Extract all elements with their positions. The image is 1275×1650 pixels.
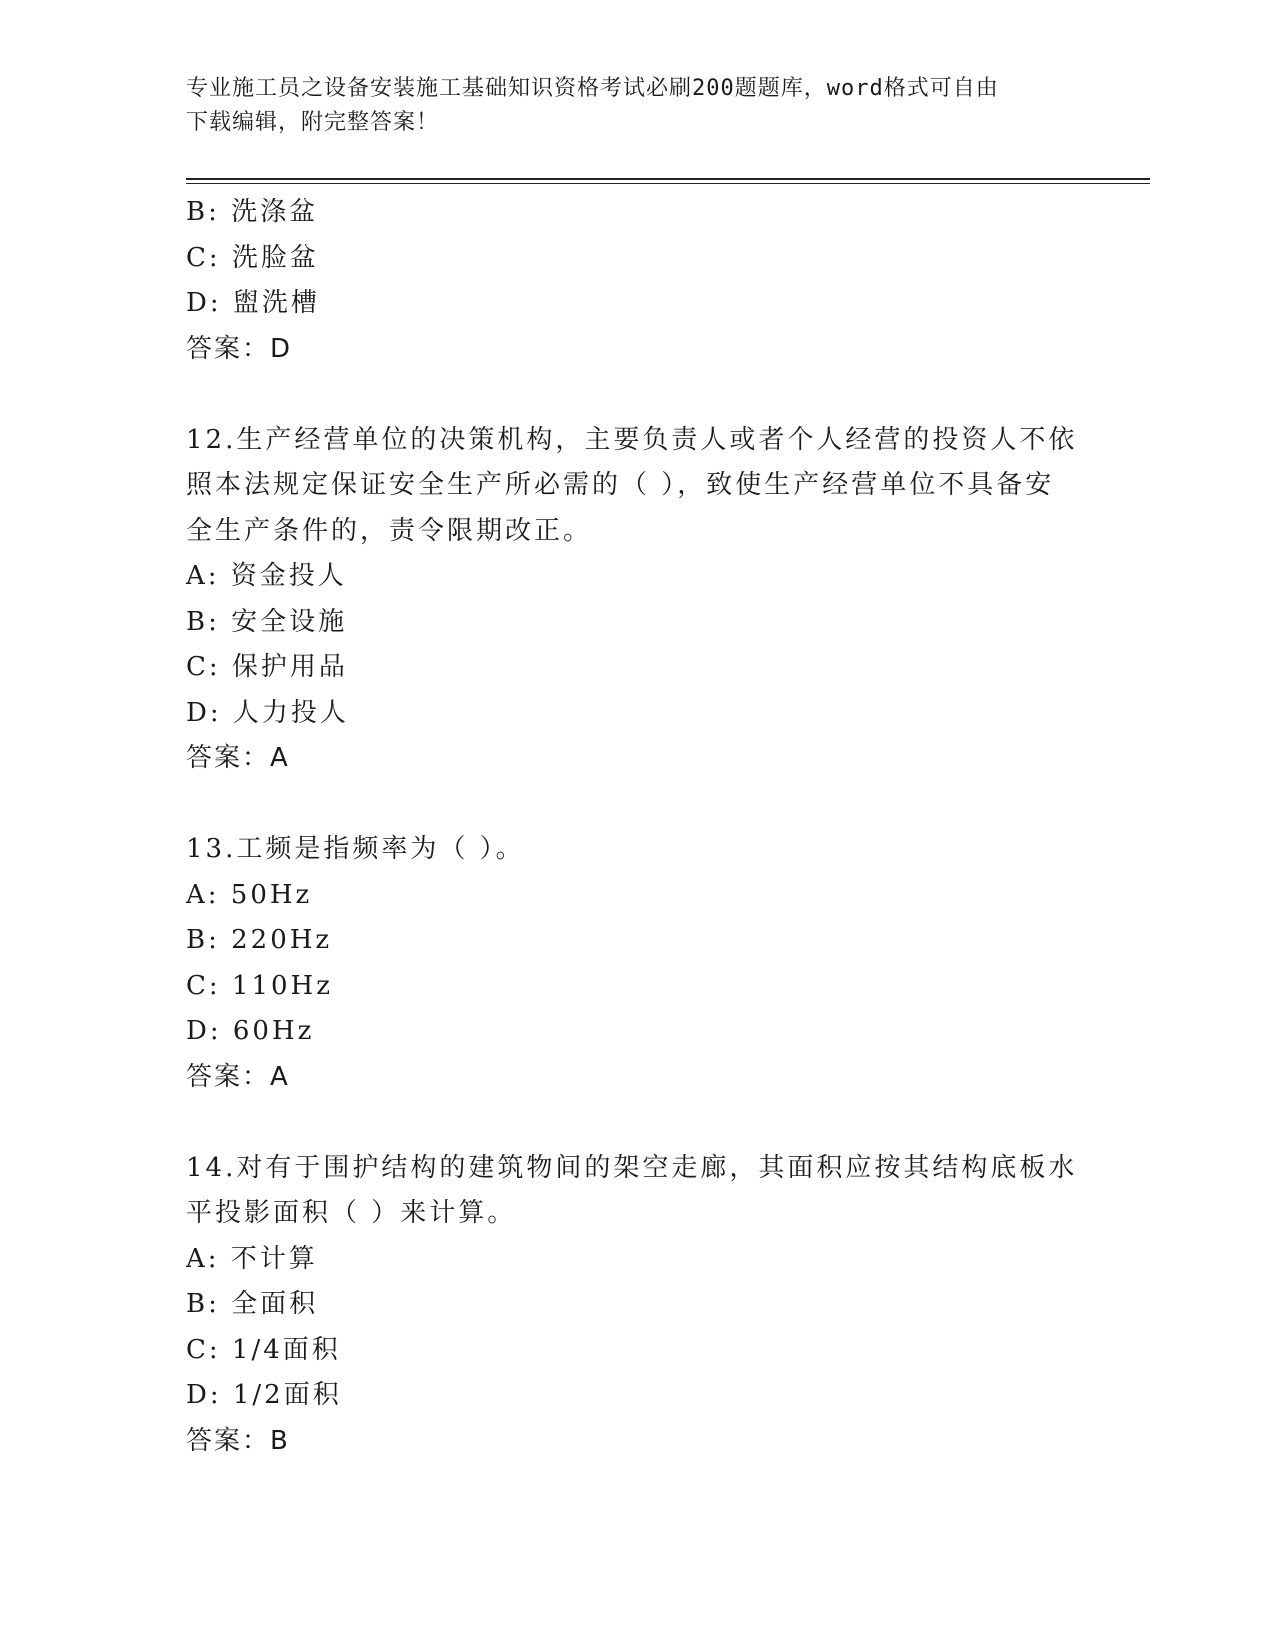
header-divider-thin xyxy=(186,183,1150,184)
option-b: B: 安全设施 xyxy=(186,606,348,637)
option-d: D: 1/2面积 xyxy=(186,1380,342,1410)
spacer xyxy=(186,1100,1086,1146)
option-c: C: 洗脸盆 xyxy=(186,242,319,273)
option-b: B: 洗涤盆 xyxy=(186,197,319,227)
question-block-14 xyxy=(186,1146,1086,1465)
option-b: B: 220Hz xyxy=(186,925,333,955)
option-a: A: 50Hz xyxy=(186,879,313,910)
document-header xyxy=(186,72,1066,140)
answer-line: 答案：A xyxy=(186,1061,290,1092)
question-text-line: 全生产条件的，责令限期改正。 xyxy=(186,515,593,546)
question-text-line: 平投影面积（ ）来计算。 xyxy=(186,1198,517,1228)
question-text-line: 照本法规定保证安全生产所必需的（ ），致使生产经营单位不具备安 xyxy=(186,470,1055,500)
spacer xyxy=(186,372,1086,418)
option-a: A: 资金投人 xyxy=(186,561,347,591)
answer-line: 答案：A xyxy=(186,743,290,773)
option-a: A: 不计算 xyxy=(186,1243,318,1274)
option-d: D: 人力投人 xyxy=(186,697,349,728)
question-text-line: 12.生产经营单位的决策机构，主要负责人或者个人经营的投资人不依 xyxy=(186,424,1078,455)
answer-line: 答案：B xyxy=(186,1425,290,1456)
option-b: B: 全面积 xyxy=(186,1289,319,1319)
option-d: D: 60Hz xyxy=(186,1016,315,1046)
option-c: C: 1/4面积 xyxy=(186,1334,341,1365)
header-divider-thick xyxy=(186,178,1150,180)
question-block-12 xyxy=(186,418,1086,782)
question-content xyxy=(186,190,1086,1464)
option-c: C: 保护用品 xyxy=(186,652,348,682)
header-line-2: 下载编辑，附完整答案！ xyxy=(186,110,440,135)
option-d: D: 盥洗槽 xyxy=(186,288,320,318)
question-text-line: 13.工频是指频率为（ ）。 xyxy=(186,834,525,864)
spacer xyxy=(186,782,1086,828)
question-block-11 xyxy=(186,190,1086,372)
question-block-13 xyxy=(186,827,1086,1100)
header-line-1: 专业施工员之设备安装施工基础知识资格考试必刷200题题库，word格式可自由 xyxy=(186,76,999,101)
option-c: C: 110Hz xyxy=(186,970,333,1001)
answer-line: 答案：D xyxy=(186,333,293,364)
question-text-line: 14.对有于围护结构的建筑物间的架空走廊，其面积应按其结构底板水 xyxy=(186,1152,1078,1183)
